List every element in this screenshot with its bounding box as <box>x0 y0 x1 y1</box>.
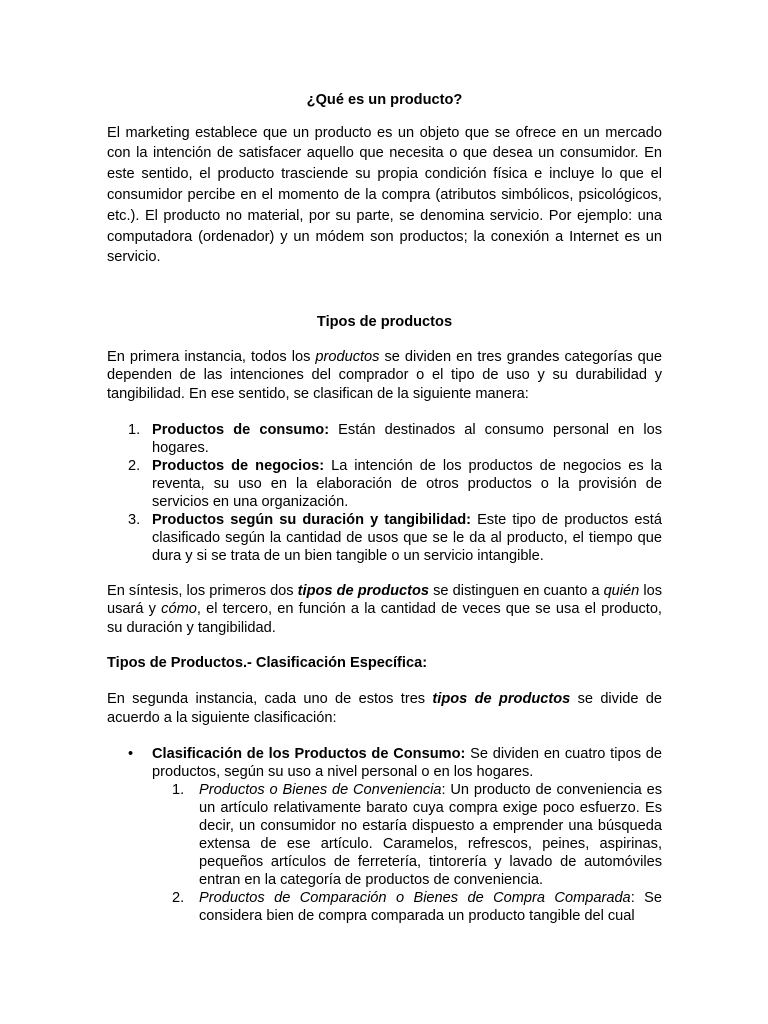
paragraph-categorias: En primera instancia, todos los productos se dividen en tres grandes categorías que dependen de las intenciones del comprador o el tipo de uso y su durabilidad y tangibilidad. En ese sentido, se clasifican de la siguiente manera: <box>107 348 662 402</box>
consumer-products-sublist <box>152 781 662 925</box>
paragraph-segunda-instancia: En segunda instancia, cada uno de estos tres tipos de productos se divide de acuerdo a la siguiente clasificación: <box>107 691 662 726</box>
sublist-item-desc: : Se considera bien de compra comparada un producto tangible del cual <box>199 889 662 924</box>
heading-clasificacion-especifica: Tipos de Productos.- Clasificación Específica: <box>107 655 428 672</box>
list-item-desc: Este tipo de productos está clasificado según la cantidad de usos que se le da al producto, el tiempo que dura y si se trata de un bien tangible o un servicio intangible. <box>152 511 662 564</box>
list-item-term: Productos de negocios: <box>152 457 325 474</box>
list-item-term: Productos según su duración y tangibilidad: <box>152 511 471 528</box>
emphasis-tipos-productos: tipos de productos <box>297 582 430 599</box>
paragraph-definicion: El marketing establece que un producto es un objeto que se ofrece en un mercado con la intención de satisfacer aquello que necesita o que desea un consumidor. En este sentido, el producto trasciende su propia condición física e incluye lo que el consumidor percibe en el momento de la compra (atributos simbólicos, psicológicos, etc.). El producto no material, por su parte, se denomina servicio. Por ejemplo: una computadora (ordenador) y un módem son productos; la conexión a Internet es un servicio. <box>107 124 662 266</box>
bullet-desc: Se dividen en cuatro tipos de productos, según su uso a nivel personal o en los hogares. <box>152 745 663 780</box>
list-item-desc: Están destinados al consumo personal en los hogares. <box>152 421 663 456</box>
sublist-item <box>152 781 662 889</box>
sublist-item <box>152 889 662 925</box>
list-number: 1. <box>172 781 185 798</box>
emphasis-quien: quién <box>603 582 640 599</box>
document-page <box>107 90 662 925</box>
list-number: 1. <box>128 421 141 438</box>
list-item-desc: La intención de los productos de negocios es la reventa, su uso en la elaboración de otros productos o la provisión de servicios en una organización. <box>152 457 662 510</box>
paragraph-sintesis: En síntesis, los primeros dos tipos de productos se distinguen en cuanto a quién los usará y cómo, el tercero, en función a la cantidad de veces que se usa el producto, su duración y tangibilidad. <box>107 582 663 636</box>
list-item <box>107 457 662 511</box>
list-item-term: Productos de consumo: <box>152 421 330 438</box>
bullet-item-consumo <box>107 745 662 925</box>
list-number: 2. <box>172 889 185 906</box>
emphasis-productos: productos <box>315 348 380 365</box>
emphasis-tipos-productos: tipos de productos <box>432 691 571 708</box>
list-number: 2. <box>128 457 141 474</box>
bullet-term: Clasificación de los Productos de Consumo: <box>152 745 466 762</box>
list-item <box>107 511 662 565</box>
classification-bullet-list <box>107 745 662 925</box>
emphasis-como: cómo <box>161 601 197 618</box>
sublist-item-term: Productos de Comparación o Bienes de Compra Comparada <box>199 889 631 906</box>
list-number: 3. <box>128 511 141 528</box>
product-types-list <box>107 421 662 565</box>
sublist-item-term: Productos o Bienes de Conveniencia <box>199 781 442 798</box>
sublist-item-desc: : Un producto de conveniencia es un artículo relativamente barato cuya compra exige poco esfuerzo. Es decir, un consumidor no estaría dispuesto a emprender una búsqueda extensa de ese artículo. Caramelos, refrescos, peines, aspirinas, pequeños artículos de ferretería, tintorería y lavado de automóviles entran en la categoría de productos de conveniencia. <box>199 781 662 888</box>
bullet-marker: • <box>128 745 134 762</box>
section-title-tipos-productos: Tipos de productos <box>316 314 453 331</box>
list-item <box>107 421 662 457</box>
section-title-que-es-producto: ¿Qué es un producto? <box>306 92 463 108</box>
